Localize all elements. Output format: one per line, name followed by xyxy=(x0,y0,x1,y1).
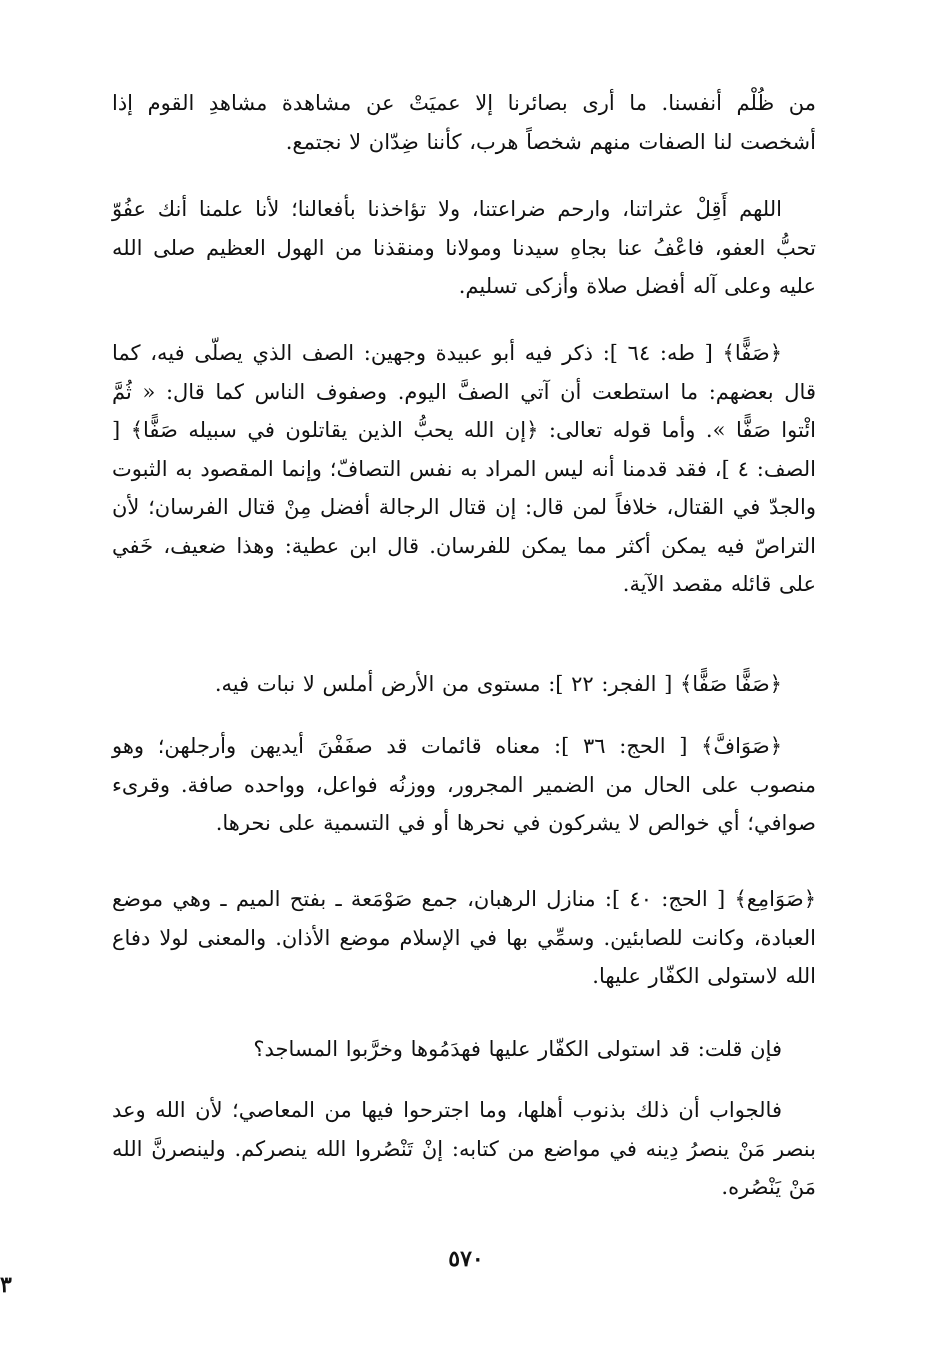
paragraph-text: ﴿صَفًّا﴾ [ طه: ٦٤ ]: ذكر فيه أبو عبيدة وجهين: الصف الذي يصلّى فيه، كما قال بعضهم: ما استطعت أن آتي الصفَّ اليوم. وصفوف الناس كما قال: « ثُمَّ ائْتوا صَفًّا ». وأما قوله تعالى: ﴿إن الله يحبُّ الذين يقاتلون في سبيله صَفًّا﴾ [ الصف: ٤ ]، فقد قدمنا أنه ليس المراد به نفس التصافّ؛ وإنما المقصود به الثبوت والجدّ في القتال، خلافاً لمن قال: إن قتال الرجالة أفضل مِنْ قتال الفرسان؛ لأن التراصّ فيه يمكن أكثر مما يمكن للفرسان. قال ابن عطية: وهذا ضعيف، خَفي على قائله مقصد الآية. xyxy=(112,341,817,596)
paragraph-3 xyxy=(112,334,816,604)
paragraph-7 xyxy=(112,1030,816,1069)
paragraph-text: اللهم أَقِلْ عثراتنا، وارحم ضراعتنا، ولا تؤاخذنا بأفعالنا؛ لأنا علمنا أنك عفُوّ تحبُّ العفو، فاعْفُ عنا بجاهِ سيدنا ومولانا ومنقذنا من الهول العظيم صلى الله عليه وعلى آله أفضل صلاة وأزكى تسليم. xyxy=(112,197,816,298)
edge-mark: ٣ xyxy=(0,1272,12,1298)
paragraph-1 xyxy=(112,84,816,161)
paragraph-text: ﴿صَوَافَّ﴾ [ الحج: ٣٦ ]: معناه قائمات قد صفَفْنَ أيديهن وأرجلهن؛ وهو منصوب على الحال من الضمير المجرور، ووزنُه فواعل، وواحده صافة. وقرىء صوافي؛ أي خوالص لا يشركون في نحرها أو في التسمية على نحرها. xyxy=(112,734,816,835)
paragraph-text: ﴿صَوَامِع﴾ [ الحج: ٤٠ ]: منازل الرهبان، جمع صَوْمَعة ـ بفتح الميم ـ وهي موضع العبادة، وكانت للصابئين. وسمِّي بها في الإسلام موضع الأذان. والمعنى لولا دفاع الله لاستولى الكفّار عليها. xyxy=(112,887,817,988)
paragraph-2 xyxy=(112,190,816,306)
paragraph-text: ﴿صَفًّا صَفًّا﴾ [ الفجر: ٢٢ ]: مستوى من الأرض أملس لا نبات فيه. xyxy=(214,672,782,696)
paragraph-5 xyxy=(112,727,816,843)
page-number: ٥٧٠ xyxy=(448,1246,484,1272)
paragraph-text: فالجواب أن ذلك بذنوب أهلها، وما اجترحوا فيها من المعاصي؛ لأن الله وعد بنصر مَنْ ينصرُ دِينه في مواضع من كتابه: إنْ تَنْصُروا الله ينصركم. ولينصرنَّ الله مَنْ يَنْصُره. xyxy=(112,1098,816,1199)
paragraph-8 xyxy=(112,1091,816,1207)
paragraph-4 xyxy=(112,665,816,704)
paragraph-6 xyxy=(112,880,816,996)
paragraph-text: فإن قلت: قد استولى الكفّار عليها فهدَمُوها وخرَّبوا المساجد؟ xyxy=(253,1037,782,1061)
paragraph-text: من ظُلْم أنفسنا. ما أرى بصائرنا إلا عميَتْ عن مشاهدة مشاهدِ القوم إذا أشخصت لنا الصفات منهم شخصاً هرب، كأننا ضِدّان لا نجتمع. xyxy=(112,91,816,154)
